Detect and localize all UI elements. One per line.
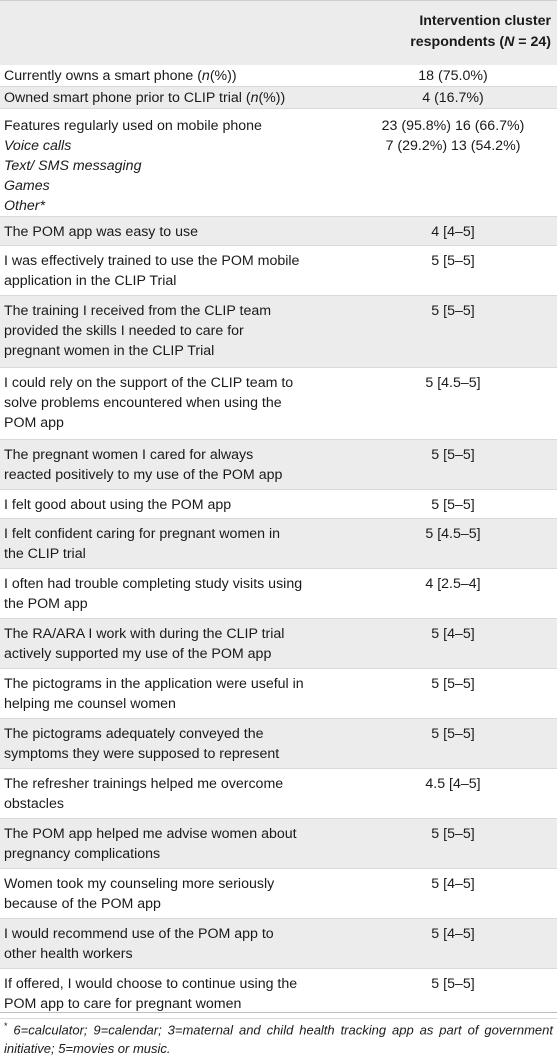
- row-value: 5 [5–5]: [431, 447, 475, 463]
- table-footnote: [0, 1012, 557, 1058]
- row-label: The POM app helped me advise women about pregnancy complications: [4, 826, 297, 862]
- row-label: The RA/ARA I work with during the CLIP trial actively supported my use of the POM app: [4, 626, 285, 662]
- row-value: 4 (16.7%): [422, 90, 484, 106]
- table-row: [0, 619, 557, 669]
- row-label: The pictograms adequately conveyed the symptoms they were supposed to represent: [4, 726, 280, 762]
- row-value: 5 [5–5]: [431, 976, 475, 992]
- row-label: The refresher trainings helped me overcome obstacles: [4, 776, 284, 812]
- row-value: 5 [5–5]: [431, 726, 475, 742]
- row-value: 5 [4.5–5]: [425, 526, 481, 542]
- table-body: [0, 65, 557, 1019]
- row-value: 4.5 [4–5]: [425, 776, 481, 792]
- row-label: The POM app was easy to use: [4, 224, 198, 240]
- row-label: Currently owns a smart phone (n(%)): [4, 68, 237, 84]
- table-row: [0, 519, 557, 569]
- row-value: 4 [4–5]: [431, 224, 475, 240]
- table-row: [0, 569, 557, 619]
- table-header: [0, 0, 557, 65]
- row-value: 5 [5–5]: [431, 826, 475, 842]
- row-label: I was effectively trained to use the POM mobile application in the CLIP Trial: [4, 253, 300, 289]
- footnote-mark: *: [4, 1021, 8, 1031]
- sublabel-sms: Text/ SMS messaging: [4, 158, 142, 174]
- table-row: [0, 819, 557, 869]
- table-row: [0, 669, 557, 719]
- row-value: 5 [5–5]: [431, 253, 475, 269]
- row-label: Women took my counseling more seriously because of the POM app: [4, 876, 275, 912]
- row-value: 23 (95.8%) 16 (66.7%) 7 (29.2%) 13 (54.2%): [381, 118, 525, 154]
- row-label: Owned smart phone prior to CLIP trial (n(%)): [4, 90, 286, 106]
- row-label: I felt good about using the POM app: [4, 497, 232, 513]
- row-label: If offered, I would choose to continue using the POM app to care for pregnant women: [4, 976, 298, 1012]
- table-row: [0, 296, 557, 368]
- column-header-intervention: [351, 11, 551, 53]
- row-label: The training I received from the CLIP team provided the skills I needed to care for pregnant women in the CLIP Trial: [4, 303, 272, 359]
- row-value: 5 [4–5]: [431, 876, 475, 892]
- header-n: N: [504, 34, 515, 50]
- header-line2-prefix: respondents (: [410, 34, 505, 50]
- table-row: [0, 246, 557, 296]
- table-row: [0, 769, 557, 819]
- row-label: The pictograms in the application were useful in helping me counsel women: [4, 676, 304, 712]
- row-label: Features regularly used on mobile phone Voice calls Text/ SMS messaging Games Other*: [4, 118, 262, 214]
- row-value: 5 [4–5]: [431, 926, 475, 942]
- sublabel-other: Other*: [4, 198, 46, 214]
- row-label: The pregnant women I cared for always reacted positively to my use of the POM app: [4, 447, 283, 483]
- row-value: 18 (75.0%): [418, 68, 488, 84]
- row-label: I would recommend use of the POM app to other health workers: [4, 926, 274, 962]
- table-row: [0, 368, 557, 440]
- row-value: 5 [5–5]: [431, 676, 475, 692]
- row-label: I felt confident caring for pregnant women in the CLIP trial: [4, 526, 281, 562]
- table-row: [0, 65, 557, 87]
- row-label: I could rely on the support of the CLIP team to solve problems encountered when using the POM app: [4, 375, 294, 431]
- table-row: [0, 217, 557, 246]
- header-line2-suffix: = 24): [514, 34, 551, 50]
- table-row: [0, 869, 557, 919]
- table-row: [0, 719, 557, 769]
- row-value: 5 [5–5]: [431, 497, 475, 513]
- table-row: [0, 87, 557, 109]
- row-value: 5 [5–5]: [431, 303, 475, 319]
- sublabel-voice-calls: Voice calls: [4, 138, 72, 154]
- table-row: [0, 919, 557, 969]
- row-value: 4 [2.5–4]: [425, 576, 481, 592]
- header-line1: Intervention cluster: [419, 13, 551, 29]
- sublabel-games: Games: [4, 178, 50, 194]
- footnote-text: 6=calculator; 9=calendar; 3=maternal and child health tracking app as part of government initiative; 5=movies or music.: [4, 1022, 553, 1057]
- row-value: 5 [4.5–5]: [425, 375, 481, 391]
- row-value: 5 [4–5]: [431, 626, 475, 642]
- row-label: I often had trouble completing study visits using the POM app: [4, 576, 303, 612]
- table-row: [0, 440, 557, 490]
- table-row: [0, 109, 557, 217]
- table-row: [0, 490, 557, 519]
